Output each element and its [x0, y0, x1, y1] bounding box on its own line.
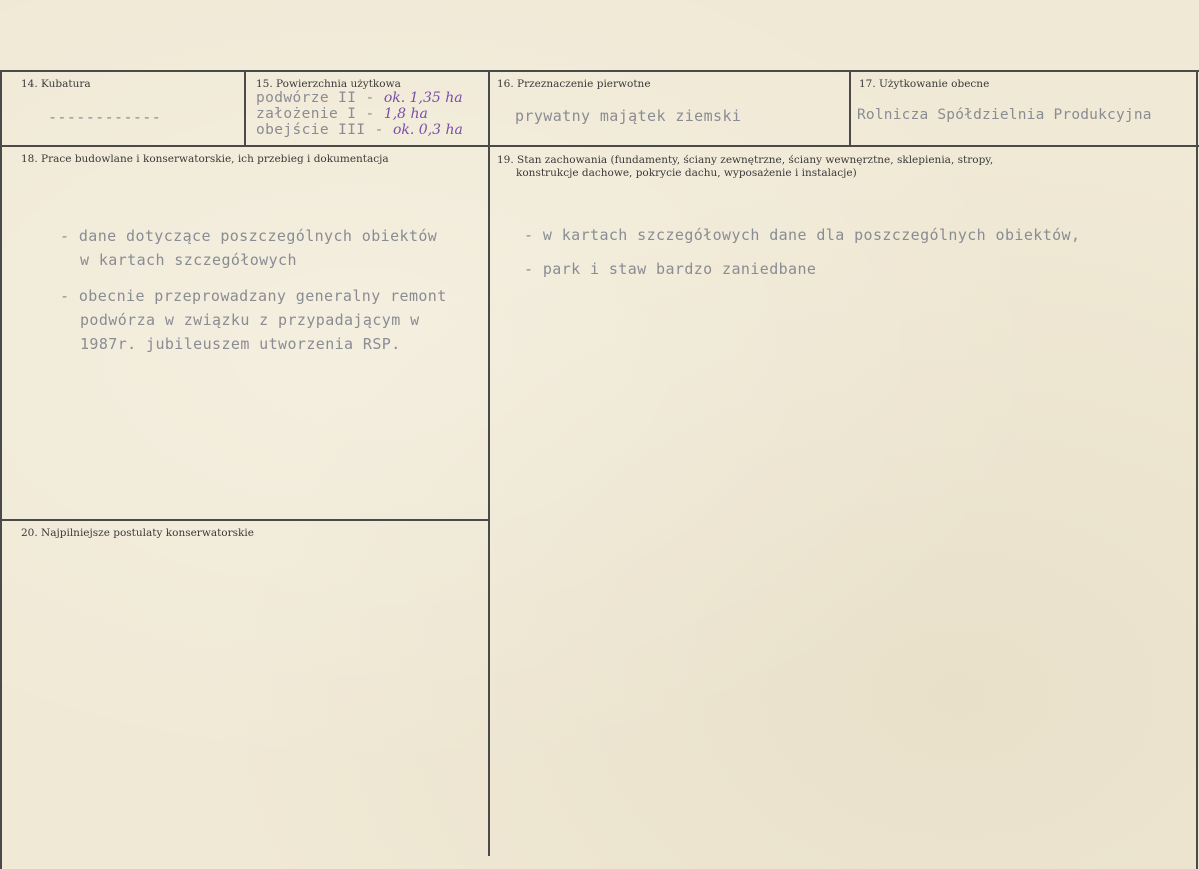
- row-divider-1: [0, 145, 1199, 147]
- field-19-item-1: - w kartach szczegółowych dane dla poszczególnych obiektów,: [524, 226, 1081, 244]
- field-15-label: 15. Powierzchnia użytkowa: [256, 78, 401, 90]
- field-18-item-1: [60, 224, 437, 272]
- field-16-label: 16. Przeznaczenie pierwotne: [497, 78, 651, 90]
- field-19-item-2: - park i staw bardzo zaniedbane: [524, 260, 817, 278]
- col-divider-16-17: [849, 70, 851, 146]
- field-18-label: 18. Prace budowlane i konserwatorskie, ich przebieg i dokumentacja: [21, 153, 389, 165]
- field-15-line-3: [256, 122, 463, 138]
- field-15-line-3-typed: obejście III -: [256, 122, 384, 138]
- field-15-line-2-handwritten: 1,8 ha: [383, 106, 428, 122]
- field-18-item-2-line-2: podwórza w związku z przypadającym w: [80, 311, 420, 329]
- row-divider-2: [0, 519, 489, 521]
- field-16-value: prywatny majątek ziemski: [515, 107, 742, 125]
- field-14-label: 14. Kubatura: [21, 78, 91, 90]
- field-15-line-1-handwritten: ok. 1,35 ha: [383, 90, 463, 106]
- field-17-label: 17. Użytkowanie obecne: [859, 78, 990, 90]
- top-rule: [0, 70, 1199, 72]
- field-18-item-2-line-1: - obecnie przeprowadzany generalny remont: [60, 287, 447, 305]
- field-15-line-1-typed: podwórze II -: [256, 90, 375, 106]
- field-20-label: 20. Najpilniejsze postulaty konserwatorskie: [21, 527, 254, 539]
- col-divider-15-16: [488, 70, 490, 856]
- field-18-item-2: [60, 284, 447, 356]
- col-divider-14-15: [244, 70, 246, 146]
- field-15-line-3-handwritten: ok. 0,3 ha: [392, 122, 463, 138]
- field-19-label-line-2: konstrukcje dachowe, pokrycie dachu, wyposażenie i instalacje): [516, 167, 857, 179]
- field-18-item-1-line-1: - dane dotyczące poszczególnych obiektów: [60, 227, 438, 245]
- field-18-item-1-line-2: w kartach szczegółowych: [80, 251, 297, 269]
- field-14-value: ------------: [48, 108, 162, 126]
- field-19-label-line-1: 19. Stan zachowania (fundamenty, ściany zewnętrzne, ściany wewnęrztne, sklepienia, stropy,: [497, 154, 994, 166]
- field-17-value: Rolnicza Spółdzielnia Produkcyjna: [857, 107, 1152, 123]
- right-border: [1196, 70, 1198, 869]
- field-15-line-1: [256, 90, 463, 106]
- field-15-line-2: [256, 106, 428, 122]
- left-border: [0, 70, 2, 869]
- field-18-item-2-line-3: 1987r. jubileuszem utworzenia RSP.: [80, 335, 401, 353]
- field-15-line-2-typed: założenie I -: [256, 106, 375, 122]
